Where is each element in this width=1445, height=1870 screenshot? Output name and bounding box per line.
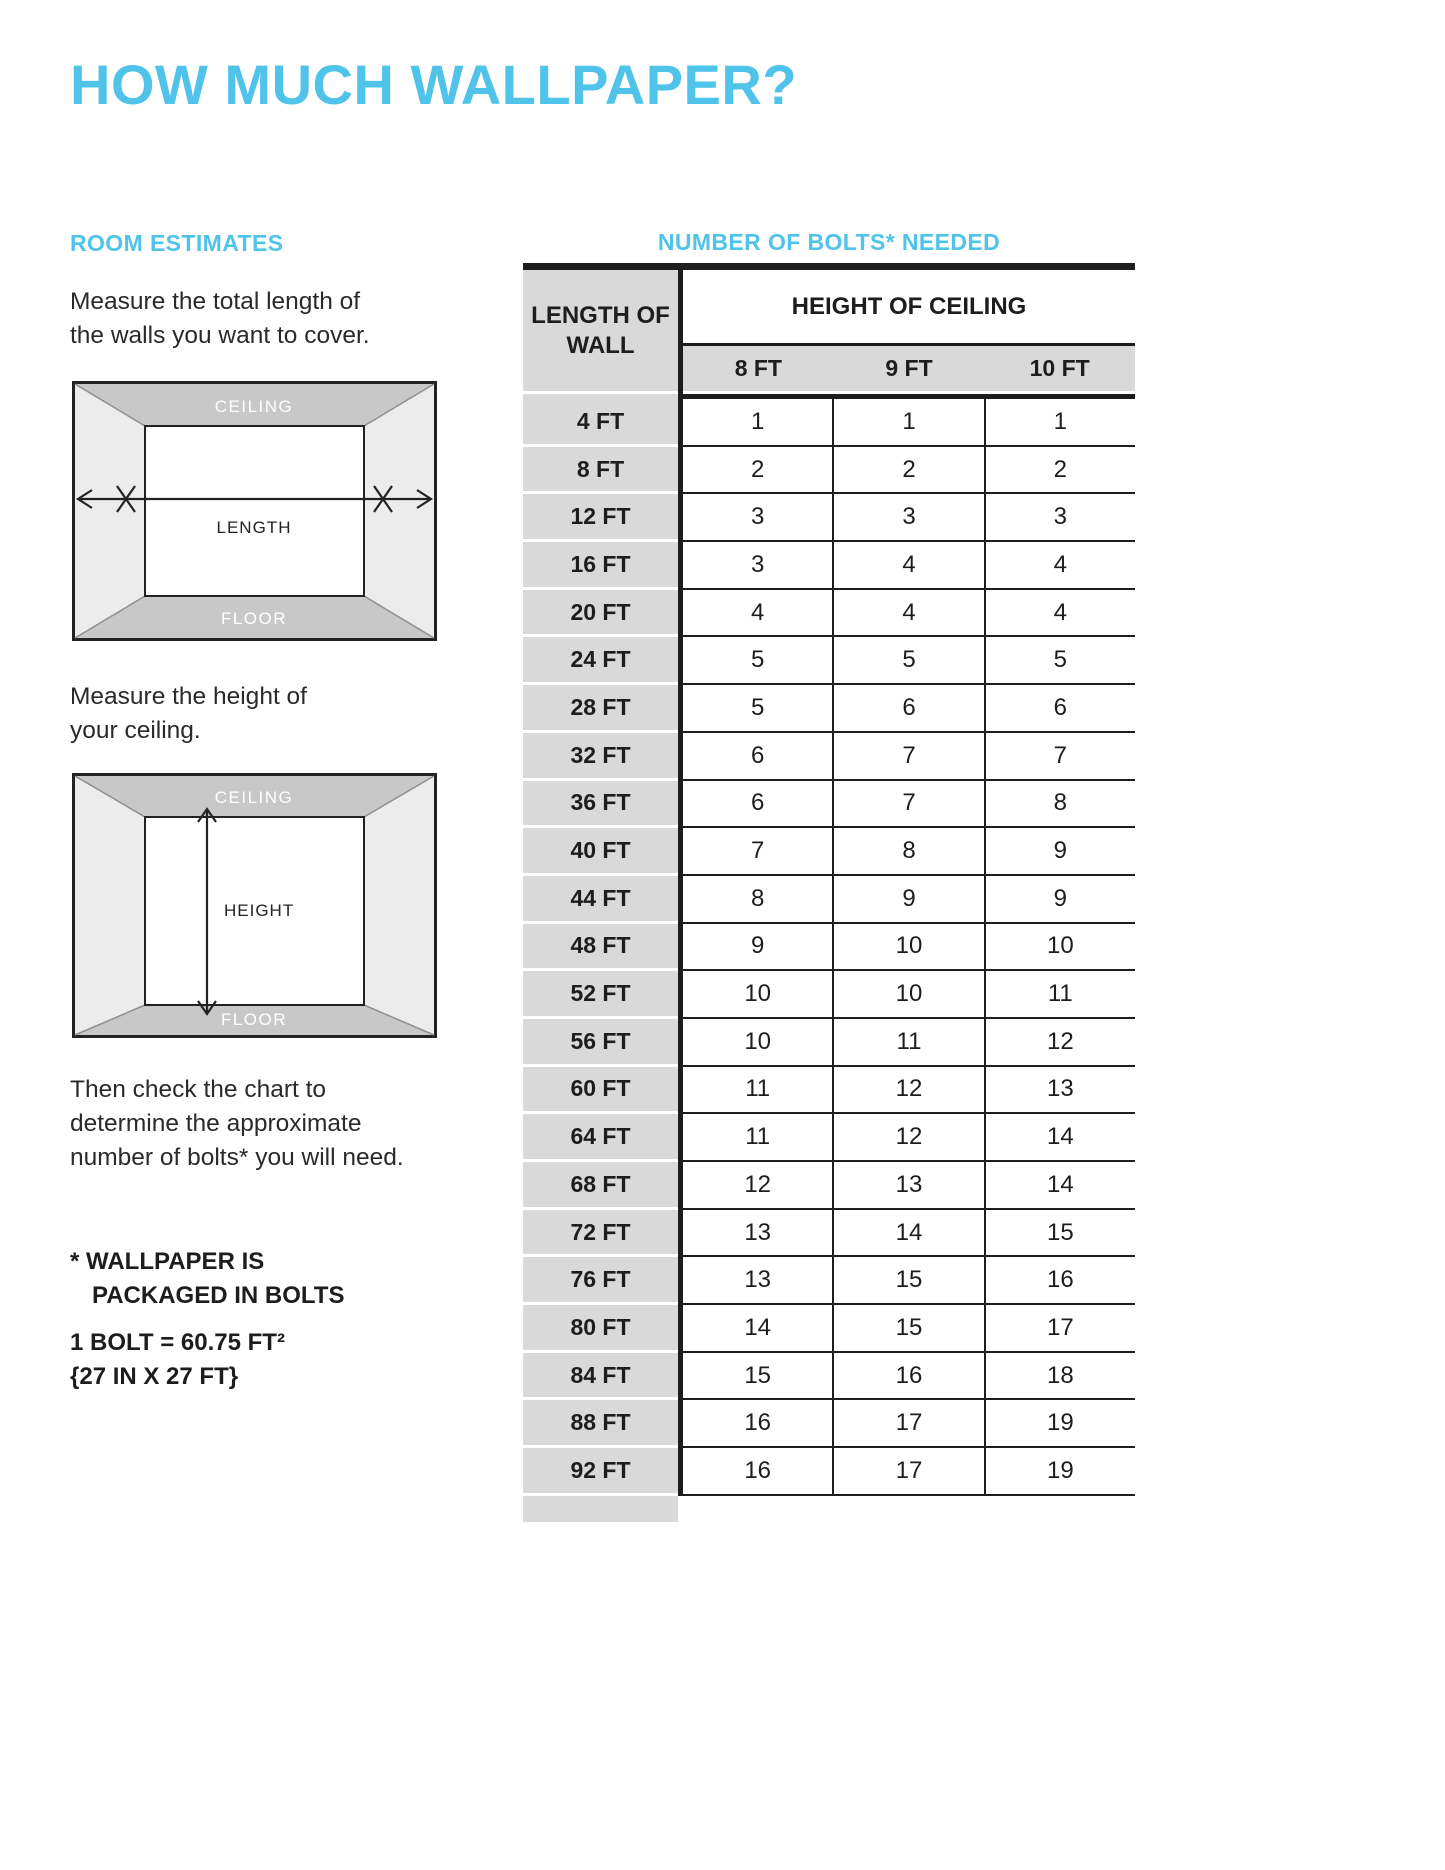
section-heading-room-estimates: ROOM ESTIMATES [70, 230, 284, 256]
bolt-cell: 18 [986, 1353, 1135, 1401]
bolt-cell: 8 [834, 828, 985, 876]
column-header-8ft: 8 FT [734, 355, 782, 381]
length-cell: 20 FT [523, 590, 678, 638]
bolt-cell: 11 [683, 1114, 834, 1162]
bolt-cell: 1 [986, 399, 1135, 447]
table-footer-gray-block [523, 1496, 678, 1522]
bolt-cell: 10 [834, 924, 985, 972]
length-cell: 88 FT [523, 1400, 678, 1448]
table-row [523, 1400, 1135, 1448]
table-row [523, 590, 1135, 638]
length-cell: 48 FT [523, 924, 678, 972]
page-title: HOW MUCH WALLPAPER? [70, 53, 798, 116]
table-row [523, 685, 1135, 733]
column-header-9ft: 9 FT [885, 355, 933, 381]
text-line: * WALLPAPER IS [70, 1248, 265, 1275]
bolt-cell: 12 [834, 1067, 985, 1115]
table-row [523, 1353, 1135, 1401]
bolt-cell: 19 [986, 1400, 1135, 1448]
bolt-cell: 17 [986, 1305, 1135, 1353]
text-line: Then check the chart to [70, 1076, 327, 1103]
table-row [523, 971, 1135, 1019]
bolt-cell: 13 [683, 1210, 834, 1258]
room-length-diagram [72, 381, 437, 641]
bolt-cell: 17 [834, 1400, 985, 1448]
bolt-cell: 9 [683, 924, 834, 972]
text-line: {27 IN X 27 FT} [70, 1362, 239, 1390]
text-line: Measure the total length of [70, 288, 361, 315]
bolt-cell: 16 [986, 1257, 1135, 1305]
bolt-cell: 11 [834, 1019, 985, 1067]
length-cell: 12 FT [523, 494, 678, 542]
room-height-diagram [72, 773, 437, 1038]
text-line: number of bolts* you will need. [70, 1143, 404, 1171]
floor-label: FLOOR [220, 1010, 288, 1029]
table-row [523, 1019, 1135, 1067]
bolt-cell: 15 [683, 1353, 834, 1401]
bolt-cell: 4 [986, 542, 1135, 590]
instruction-length [70, 285, 370, 353]
bolt-cell: 14 [683, 1305, 834, 1353]
bolt-cell: 9 [986, 828, 1135, 876]
table-top-rule [523, 263, 1135, 270]
bolt-cell: 4 [986, 590, 1135, 638]
bolts-footnote [70, 1245, 344, 1312]
bolt-cell: 4 [683, 590, 834, 638]
length-cell: 76 FT [523, 1257, 678, 1305]
table-row [523, 1067, 1135, 1115]
text-line: determine the approximate [70, 1109, 362, 1137]
length-of-wall-header: LENGTH OF WALL [523, 270, 678, 394]
length-cell: 40 FT [523, 828, 678, 876]
table-row [523, 1257, 1135, 1305]
length-cell: 36 FT [523, 781, 678, 829]
ceiling-label: CEILING [214, 788, 294, 807]
bolt-cell: 5 [683, 685, 834, 733]
bolt-cell: 11 [986, 971, 1135, 1019]
length-cell: 52 FT [523, 971, 678, 1019]
bolt-cell: 10 [834, 971, 985, 1019]
length-cell: 16 FT [523, 542, 678, 590]
bolt-cell: 15 [834, 1257, 985, 1305]
length-cell: 56 FT [523, 1019, 678, 1067]
length-cell: 80 FT [523, 1305, 678, 1353]
bolt-cell: 3 [986, 494, 1135, 542]
table-header [523, 270, 1135, 394]
bolt-cell: 7 [834, 733, 985, 781]
length-cell: 68 FT [523, 1162, 678, 1210]
bolt-cell: 9 [986, 876, 1135, 924]
bolt-cell: 1 [683, 399, 834, 447]
bolt-cell: 11 [683, 1067, 834, 1115]
table-row [523, 542, 1135, 590]
bolts-table [523, 263, 1135, 1522]
bolt-cell: 7 [986, 733, 1135, 781]
ceiling-label: CEILING [214, 397, 294, 416]
length-cell: 32 FT [523, 733, 678, 781]
table-row [523, 637, 1135, 685]
table-row [523, 1114, 1135, 1162]
bolt-cell: 16 [683, 1400, 834, 1448]
bolt-cell: 5 [683, 637, 834, 685]
bolt-cell: 6 [683, 781, 834, 829]
bolt-cell: 10 [683, 1019, 834, 1067]
bolt-cell: 5 [834, 637, 985, 685]
bolt-cell: 13 [834, 1162, 985, 1210]
text-line: PACKAGED IN BOLTS [92, 1281, 345, 1309]
ceiling-heights-row [683, 346, 1135, 391]
table-row [523, 447, 1135, 495]
bolt-cell: 2 [683, 447, 834, 495]
table-row [523, 876, 1135, 924]
table-row [523, 828, 1135, 876]
bolt-cell: 8 [683, 876, 834, 924]
length-cell: 84 FT [523, 1353, 678, 1401]
bolt-cell: 13 [683, 1257, 834, 1305]
bolt-cell: 12 [834, 1114, 985, 1162]
text-line: Measure the height of [70, 683, 307, 710]
bolt-cell: 14 [834, 1210, 985, 1258]
bolt-cell: 7 [683, 828, 834, 876]
bolt-cell: 8 [986, 781, 1135, 829]
bolt-cell: 5 [986, 637, 1135, 685]
bolt-cell: 4 [834, 542, 985, 590]
instruction-chart [70, 1073, 404, 1174]
length-cell: 92 FT [523, 1448, 678, 1496]
bolt-cell: 6 [986, 685, 1135, 733]
table-row [523, 924, 1135, 972]
bolt-cell: 10 [683, 971, 834, 1019]
instruction-height [70, 680, 307, 748]
table-row [523, 399, 1135, 447]
bolt-cell: 2 [834, 447, 985, 495]
bolt-cell: 12 [986, 1019, 1135, 1067]
length-cell: 64 FT [523, 1114, 678, 1162]
left-wall-panel [75, 776, 145, 1035]
bolt-cell: 12 [683, 1162, 834, 1210]
text-line: 1 BOLT = 60.75 FT² [70, 1329, 285, 1356]
bolt-cell: 14 [986, 1162, 1135, 1210]
bolt-cell: 6 [683, 733, 834, 781]
length-cell: 8 FT [523, 447, 678, 495]
text-line: your ceiling. [70, 716, 201, 744]
length-cell: 60 FT [523, 1067, 678, 1115]
bolt-size-note [70, 1326, 285, 1393]
bolt-cell: 10 [986, 924, 1135, 972]
table-row [523, 1162, 1135, 1210]
length-cell: 4 FT [523, 399, 678, 447]
bolt-cell: 15 [834, 1305, 985, 1353]
text-line: the walls you want to cover. [70, 321, 370, 349]
table-row [523, 494, 1135, 542]
floor-label: FLOOR [220, 609, 288, 628]
bolt-cell: 9 [834, 876, 985, 924]
back-wall-panel [145, 426, 364, 596]
length-cell: 44 FT [523, 876, 678, 924]
right-wall-panel [364, 776, 434, 1035]
height-of-ceiling-header: HEIGHT OF CEILING [683, 270, 1135, 346]
bolt-cell: 16 [834, 1353, 985, 1401]
bolt-cell: 1 [834, 399, 985, 447]
bolt-cell: 16 [683, 1448, 834, 1496]
table-row [523, 781, 1135, 829]
section-heading-bolts-needed: NUMBER OF BOLTS* NEEDED [657, 229, 1001, 255]
bolt-cell: 17 [834, 1448, 985, 1496]
table-body [523, 399, 1135, 1496]
table-row [523, 1210, 1135, 1258]
table-row [523, 733, 1135, 781]
bolt-cell: 2 [986, 447, 1135, 495]
ceiling-header-group [683, 270, 1135, 394]
length-cell: 28 FT [523, 685, 678, 733]
length-cell: 72 FT [523, 1210, 678, 1258]
bolt-cell: 19 [986, 1448, 1135, 1496]
table-row [523, 1448, 1135, 1496]
bolt-cell: 15 [986, 1210, 1135, 1258]
length-label: LENGTH [216, 518, 292, 537]
bolt-cell: 13 [986, 1067, 1135, 1115]
column-header-10ft: 10 FT [1029, 355, 1090, 381]
table-row [523, 1305, 1135, 1353]
height-label: HEIGHT [224, 901, 295, 920]
bolt-cell: 3 [683, 542, 834, 590]
bolt-cell: 4 [834, 590, 985, 638]
bolt-cell: 7 [834, 781, 985, 829]
length-cell: 24 FT [523, 637, 678, 685]
bolt-cell: 3 [834, 494, 985, 542]
bolt-cell: 3 [683, 494, 834, 542]
bolt-cell: 6 [834, 685, 985, 733]
bolt-cell: 14 [986, 1114, 1135, 1162]
